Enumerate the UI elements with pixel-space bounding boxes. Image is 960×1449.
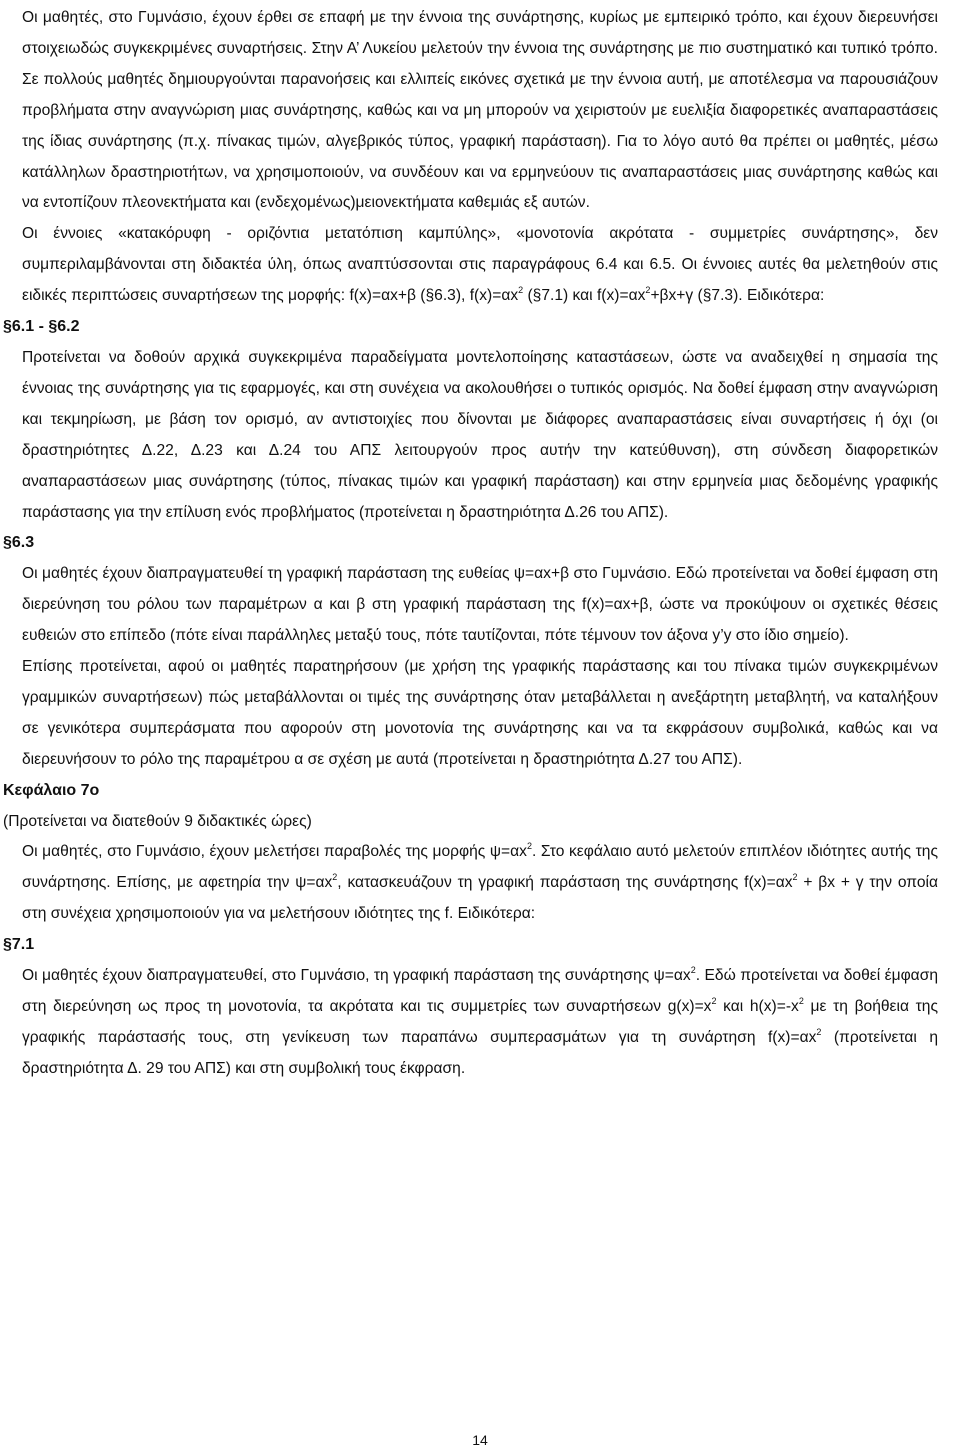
superscript: 2 (792, 872, 798, 883)
superscript: 2 (690, 964, 696, 975)
section-heading-6-3: §6.3 (3, 534, 35, 552)
superscript: 2 (332, 872, 338, 883)
section-heading-6-1-6-2: §6.1 - §6.2 (3, 318, 80, 336)
superscript: 2 (645, 284, 651, 295)
sec71-text-a: Οι μαθητές έχουν διαπραγματευθεί, στο Γυμνάσιο, τη γραφική παράσταση της συνάρτησης ψ=αx (22, 967, 691, 985)
sec71-text-e: (προτείνεται η δραστηριότητα Δ. 29 του ΑΠΣ) και στη συμβολική τους έκφραση. (22, 1028, 938, 1077)
sec71-text-b: . Εδώ προτείνεται να δοθεί έμφαση στη διερεύνηση ως προς τη μονοτονία, τα ακρότατα και τις συμμετρίες των συναρτήσεων g(x)=x (22, 967, 938, 1015)
section-6-1-6-2-text: Προτείνεται να δοθούν αρχικά συγκεκριμένα παραδείγματα μοντελοποίησης καταστάσεων, ώστε να αναδειχθεί η σημασία της έννοιας της συνάρτησης για τις εφαρμογές, και στη συνέχεια να ακολουθήσει ο τυπικός ορισμός. Να δοθεί έμφαση στην αναγνώριση και τεκμηρίωση, με βάση τον ορισμό, αν αντιστοιχίες που δίνονται με διάφορες αναπαραστάσεις είναι συναρτήσεις ή όχι (οι δραστηριότητες Δ.22, Δ.23 και Δ.24 του ΑΠΣ λειτουργούν προς αυτήν την κατεύθυνση), στη σύνδεση διαφορετικών αναπαραστάσεων μιας συνάρτησης (τύπος, πίνακας τιμών και γραφική παράσταση) και στην ερμηνεία μιας δεδομένης γραφικής παράστασης για την επίλυση ενός προβλήματος (προτείνεται η δραστηριότητα Δ.26 του ΑΠΣ). (22, 348, 938, 521)
superscript: 2 (518, 284, 524, 295)
chapter-text-a: Οι μαθητές, στο Γυμνάσιο, έχουν μελετήσει παραβολές της μορφής ψ=αx (22, 843, 527, 861)
superscript: 2 (798, 995, 804, 1006)
section-6-3-paragraph-2: Επίσης προτείνεται, αφού οι μαθητές παρατηρήσουν (με χρήση της γραφικής παράστασης και του πίνακα τιμών συγκεκριμένων γραμμικών συναρτήσεων) πώς μεταβάλλονται οι τιμές της συνάρτησης όταν μεταβάλλεται η ανεξάρτητη μεταβλητή, να καταλήξουν σε γενικότερα συμπεράσματα που αφορούν στη μονοτονία της συνάρτησης και να τα εκφράσουν συμβολικά, καθώς και να διερευνήσουν το ρόλο της παραμέτρου α σε σχέση με αυτά (προτείνεται η δραστηριότητα Δ.27 του ΑΠΣ). (22, 658, 938, 768)
page-number: 14 (472, 1432, 488, 1448)
superscript: 2 (526, 841, 532, 852)
sec71-text-d: με τη βοήθεια της γραφικής παράστασής τους, στη γενίκευση των παραπάνω συμπερασμάτων για τη συνάρτηση f(x)=αx (22, 998, 938, 1046)
section-7-1-text (0, 961, 938, 1085)
chapter-text-d: + βx + γ την οποία στη συνέχεια χρησιμοποιούν για να μελετήσουν ιδιότητες της f. Ειδικότερα: (22, 874, 938, 923)
superscript: 2 (711, 995, 717, 1006)
section-6-3-paragraph-1: Οι μαθητές έχουν διαπραγματευθεί τη γραφική παράσταση της ευθείας ψ=αx+β στο Γυμνάσιο. Εδώ προτείνεται να δοθεί έμφαση στη διερεύνηση του ρόλου των παραμέτρων α και β στη γραφική παράσταση της f(x)=αx+β, ώστε να προκύψουν οι σχετικές θέσεις ευθειών στο επίπεδο (πότε είναι παράλληλες μεταξύ τους, πότε ταυτίζονται, πότε τέμνουν τον άξονα y’y στο ίδιο σημείο). (22, 565, 938, 645)
sec71-text-c: και h(x)=-x (716, 998, 799, 1015)
intro-paragraph-2 (0, 219, 938, 312)
chapter-text-c: , κατασκευάζουν τη γραφική παράσταση της συνάρτησης f(x)=αx (337, 874, 793, 892)
intro-text-a: Οι έννοιες «κατακόρυφη - οριζόντια μετατόπιση καμπύλης», «μονοτονία ακρότατα - συμμετρίες συνάρτησης», δεν συμπεριλαμβάνονται στη διδακτέα ύλη, όπως αναπτύσσονται στις παραγράφους 6.4 και 6.5. Οι έννοιες αυτές θα μελετηθούν στις ειδικές περιπτώσεις συναρτήσεων της μορφής: f(x)=αx+β (§6.3), f(x)=αx (22, 225, 938, 305)
chapter-7-intro (0, 837, 938, 930)
intro-text-c: +βx+γ (§7.3). Ειδικότερα: (650, 287, 825, 305)
chapter-text-b: . Στο κεφάλαιο αυτό μελετούν επιπλέον ιδιότητες αυτής της συνάρτησης. Επίσης, με αφετηρία την ψ=αx (22, 843, 938, 892)
intro-paragraph-1: Οι μαθητές, στο Γυμνάσιο, έχουν έρθει σε επαφή με την έννοια της συνάρτησης, κυρίως με εμπειρικό τρόπο, και έχουν διερευνήσει στοιχειωδώς συγκεκριμένες συναρτήσεις. Στην Α’ Λυκείου μελετούν την έννοια της συνάρτησης με πιο συστηματικό και τυπικό τρόπο. Σε πολλούς μαθητές δημιουργούνται παρανοήσεις και ελλιπείς εικόνες σχετικά με την έννοια αυτή, με αποτέλεσμα να παρουσιάζουν προβλήματα στην αναγνώριση μιας συνάρτησης, καθώς και να μη μπορούν να χειριστούν με ευελιξία διαφορετικές αναπαραστάσεις της ίδιας συνάρτησης (π.χ. πίνακας τιμών, αλγεβρικός τύπος, γραφική παράσταση). Για το λόγο αυτό θα πρέπει οι μαθητές, μέσω κατάλληλων δραστηριοτήτων, να χρησιμοποιούν, να συνδέουν και να ερμηνεύουν τις αναπαραστάσεις μιας συνάρτησης καθώς και να εντοπίζουν πλεονεκτήματα και (ενδεχομένως)μειονεκτήματα καθεμιάς εξ αυτών. (22, 9, 938, 212)
superscript: 2 (816, 1026, 822, 1037)
intro-text-b: (§7.1) και f(x)=αx (523, 287, 646, 305)
chapter-heading: Κεφάλαιο 7ο (3, 781, 100, 799)
chapter-hours-note: (Προτείνεται να διατεθούν 9 διδακτικές ώρες) (3, 812, 312, 830)
section-heading-7-1: §7.1 (3, 936, 35, 954)
